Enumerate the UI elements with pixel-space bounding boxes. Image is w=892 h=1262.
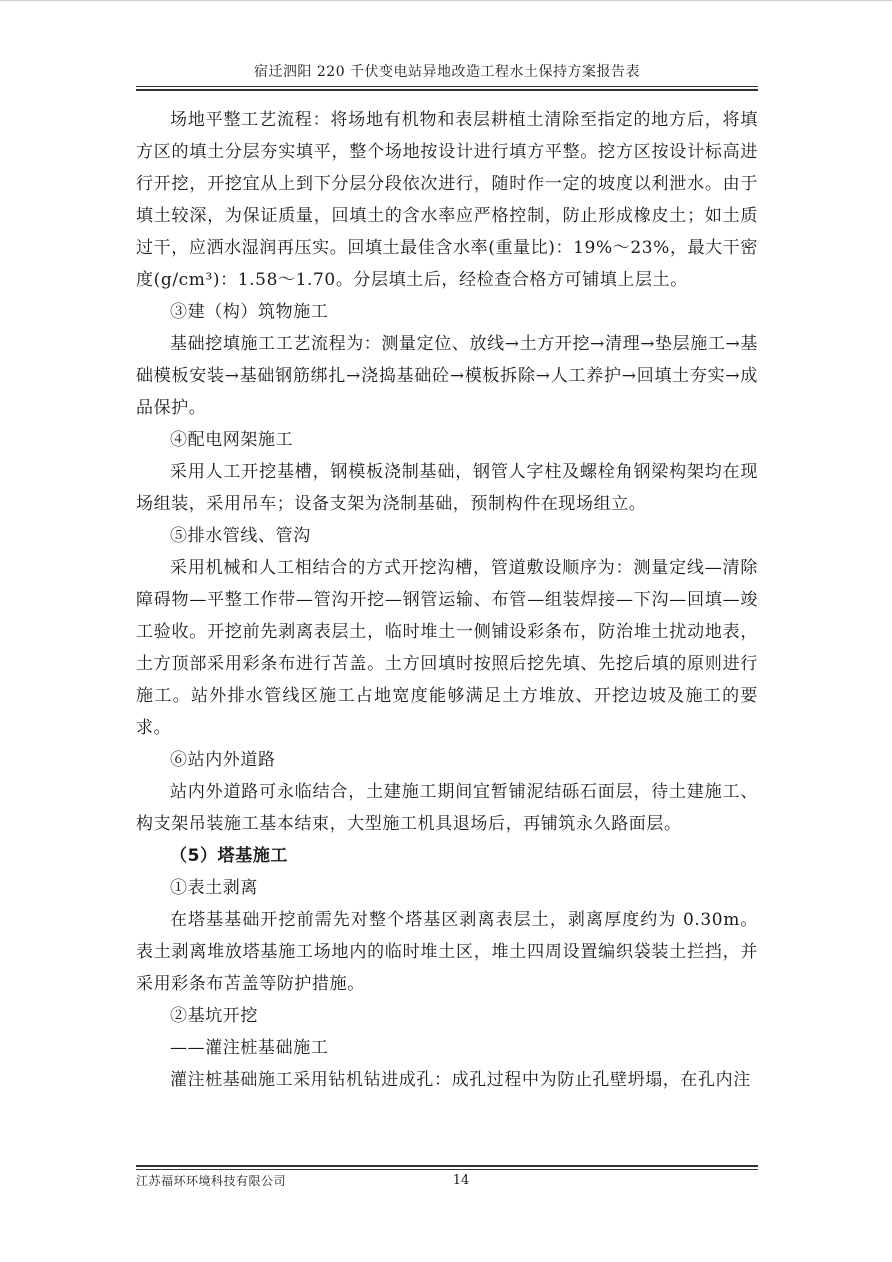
subheading-bored-pile: ——灌注桩基础施工 — [170, 1038, 329, 1058]
paragraph-site-leveling: 场地平整工艺流程：将场地有机物和表层耕植土清除至指定的地方后，将填方区的填土分层夯实填平，整个场地按设计进行填方平整。挖方区按设计标高进行开挖，开挖宜从上到下分层分段依次进行，随时作一定的坡度以利泄水。由于填土较深，为保证质量，回填土的含水率应严格控制，防止形成橡皮土；如土质过干，应洒水湿润再压实。回填土最佳含水率(重量比)：19%～23%，最大干密度(g/cm³)：1.58～1.70。分层填土后，经检查合格方可铺填上层土。 — [136, 110, 758, 290]
page-header-title: 宿迁泗阳 220 千伏变电站异地改造工程水土保持方案报告表 — [253, 64, 641, 80]
section-heading-tower-base: （5）塔基施工 — [170, 846, 289, 866]
paragraph-roads: 站内外道路可永临结合，土建施工期间宜暂铺泥结砾石面层，待土建施工、构支架吊装施工基本结束，大型施工机具退场后，再铺筑永久路面层。 — [136, 782, 758, 834]
paragraph-foundation-process: 基础挖填施工工艺流程为：测量定位、放线→土方开挖→清理→垫层施工→基础模板安装→基础钢筋绑扎→浇捣基础砼→模板拆除→人工养护→回填土夯实→成品保护。 — [136, 334, 758, 418]
page-number: 14 — [452, 1173, 470, 1188]
paragraph-bored-pile: 灌注桩基础施工采用钻机钻进成孔：成孔过程中为防止孔壁坍塌，在孔内注 — [170, 1070, 751, 1090]
paragraph-distribution-frame: 采用人工开挖基槽，钢模板浇制基础，钢管人字柱及螺栓角钢梁构架均在现场组装，采用吊车；设备支架为浇制基础，预制构件在现场组立。 — [136, 462, 758, 514]
paragraph-drainage-pipeline: 采用机械和人工相结合的方式开挖沟槽，管道敷设顺序为：测量定线—清除障碍物—平整工作带—管沟开挖—钢管运输、布管—组装焊接—下沟—回填—竣工验收。开挖前先剥离表层土，临时堆土一侧铺设彩条布，防治堆土扰动地表，土方顶部采用彩条布进行苫盖。土方回填时按照后挖先填、先挖后填的原则进行施工。站外排水管线区施工占地宽度能够满足土方堆放、开挖边坡及施工的要求。 — [136, 558, 758, 738]
document-body — [136, 104, 758, 1096]
page-top-edge — [0, 0, 892, 1]
footer-divider-thick — [136, 1165, 758, 1167]
subheading-topsoil-stripping: ①表土剥离 — [170, 878, 258, 898]
subheading-drainage-pipeline: ⑤排水管线、管沟 — [170, 526, 311, 546]
footer-company-name: 江苏福环环境科技有限公司 — [136, 1174, 287, 1188]
subheading-distribution-frame: ④配电网架施工 — [170, 430, 294, 450]
subheading-pit-excavation: ②基坑开挖 — [170, 1006, 258, 1026]
header-divider-thick — [136, 89, 758, 91]
header-divider-thin — [136, 86, 758, 87]
paragraph-topsoil-stripping: 在塔基基础开挖前需先对整个塔基区剥离表层土，剥离厚度约为 0.30m。表土剥离堆放塔基施工场地内的临时堆土区，堆土四周设置编织袋装土拦挡，并采用彩条布苫盖等防护措施。 — [136, 910, 758, 994]
subheading-roads: ⑥站内外道路 — [170, 750, 276, 770]
footer-divider-thin — [136, 1169, 758, 1170]
subheading-building-construction: ③建（构）筑物施工 — [170, 302, 329, 322]
